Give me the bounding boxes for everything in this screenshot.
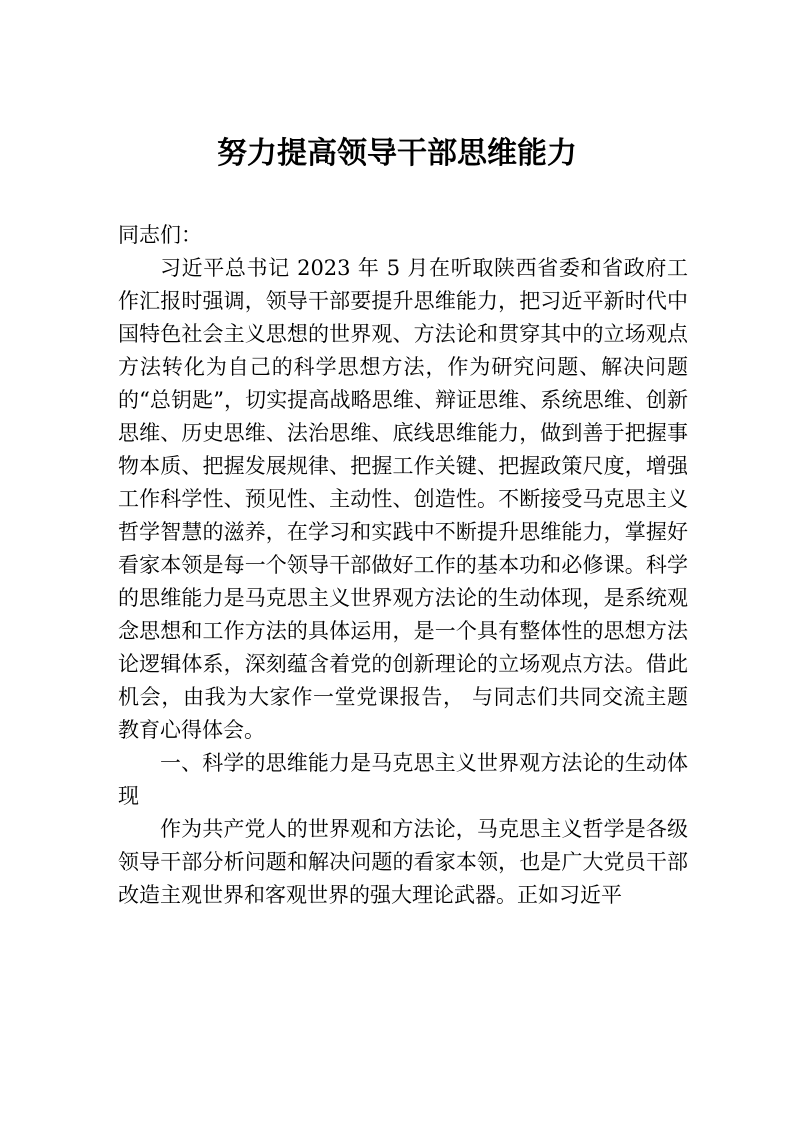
document-body [118,219,688,912]
document-title: 努力提高领导干部思维能力 [217,136,577,171]
section-heading-1: 一、科学的思维能力是马克思主义世界观方法论的生动体现 [118,751,688,808]
paragraph-intro: 习近平总书记 2023 年 5 月在听取陕西省委和省政府工作汇报时强调，领导干部要提升思维能力，把习近平新时代中国特色社会主义思想的世界观、方法论和贯穿其中的立场观点方法转化为自己的科学思想方法，作为研究问题、解决问题的“总钥匙”，切实提高战略思维、辩证思维、系统思维、创新思维、历史思维、法治思维、底线思维能力，做到善于把握事物本质、把握发展规律、把握工作关键、把握政策尺度，增强工作科学性、预见性、主动性、创造性。不断接受马克思主义哲学智慧的滋养，在学习和实践中不断提升思维能力，掌握好看家本领是每一个领导干部做好工作的基本功和必修课。科学的思维能力是马克思主义世界观方法论的生动体现，是系统观念思想和工作方法的具体运用，是一个具有整体性的思想方法论逻辑体系，深刻蕴含着党的创新理论的立场观点方法。借此机会，由我为大家作一堂党课报告， 与同志们共同交流主题教育心得体会。 [118,256,688,742]
salutation: 同志们： [118,223,202,247]
paragraph-section-1: 作为共产党人的世界观和方法论，马克思主义哲学是各级领导干部分析问题和解决问题的看家本领，也是广大党员干部改造主观世界和客观世界的强大理论武器。正如习近平 [118,817,688,907]
